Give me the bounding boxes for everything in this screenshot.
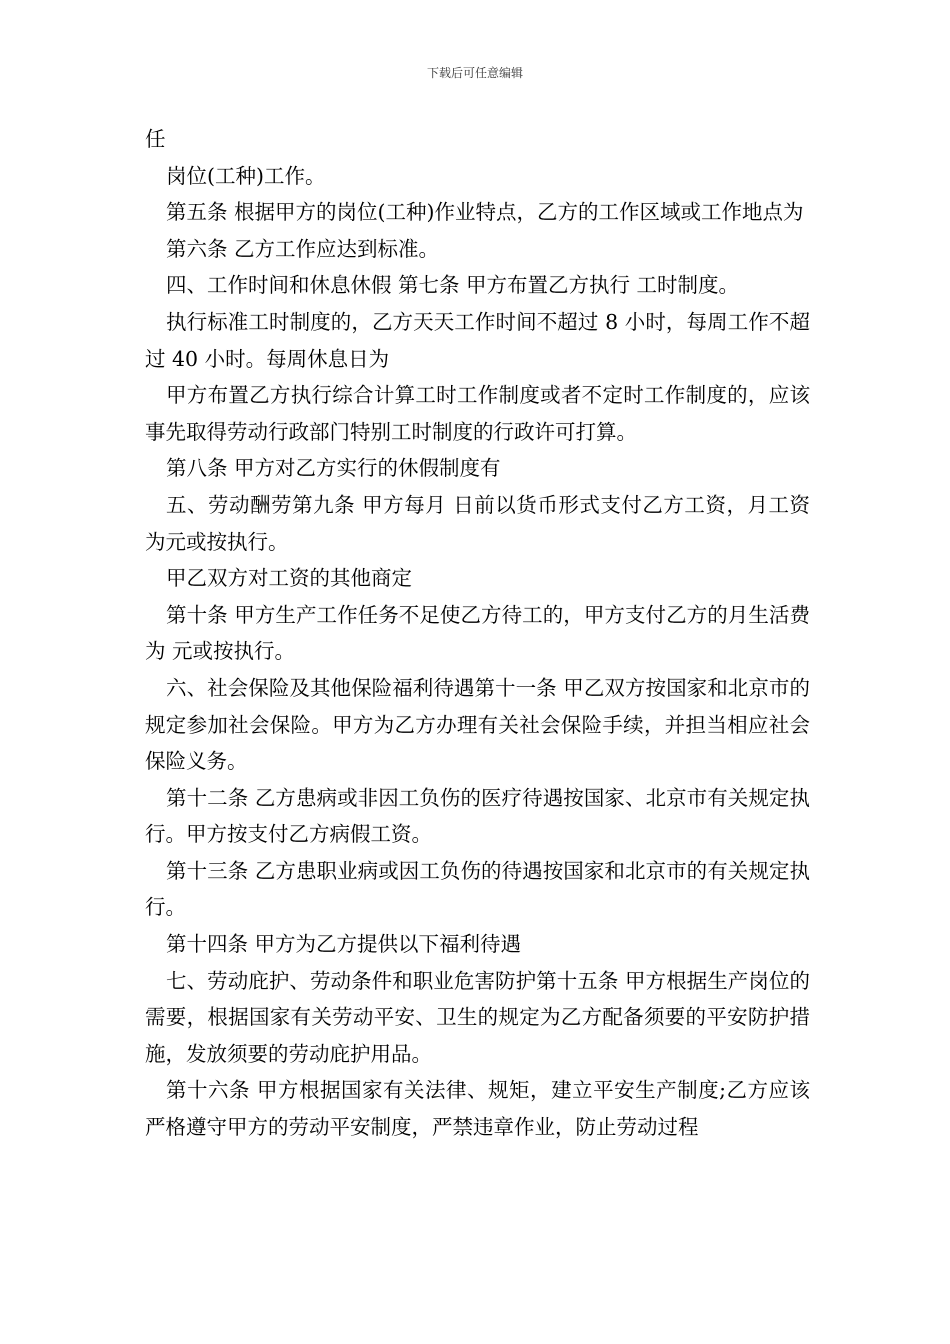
paragraph: 第十条 甲方生产工作任务不足使乙方待工的，甲方支付乙方的月生活费为 元或按执行。 [145, 602, 810, 664]
paragraph: 第六条 乙方工作应达到标准。 [166, 236, 440, 261]
paragraph: 第十六条 甲方根据国家有关法律、规矩，建立平安生产制度;乙方应该严格遵守甲方的劳动平安制度，严禁违章作业，防止劳动过程 [145, 1078, 810, 1140]
paragraph: 甲乙双方对工资的其他商定 [166, 566, 412, 591]
paragraph: 第五条 根据甲方的岗位(工种)作业特点，乙方的工作区域或工作地点为 [166, 200, 804, 225]
paragraph: 甲方布置乙方执行综合计算工时工作制度或者不定时工作制度的，应该事先取得劳动行政部门特别工时制度的行政许可打算。 [145, 383, 810, 444]
paragraph: 执行标准工时制度的，乙方天天工作时间不超过 8 小时，每周工作不超过 40 小时。每周休息日为 [145, 309, 810, 371]
paragraph: 四、工作时间和休息休假 第七条 甲方布置乙方执行 工时制度。 [166, 273, 740, 298]
document-body [145, 121, 810, 1146]
paragraph: 五、劳动酬劳第九条 甲方每月 日前以货币形式支付乙方工资，月工资为元或按执行。 [145, 492, 810, 554]
paragraph: 第十四条 甲方为乙方提供以下福利待遇 [166, 932, 522, 957]
paragraph: 六、社会保险及其他保险福利待遇第十一条 甲乙双方按国家和北京市的规定参加社会保险。甲方为乙方办理有关社会保险手续，并担当相应社会保险义务。 [145, 675, 810, 774]
paragraph: 第八条 甲方对乙方实行的休假制度有 [166, 456, 501, 481]
paragraph: 岗位(工种)工作。 [166, 163, 326, 188]
paragraph: 第十二条 乙方患病或非因工负伤的医疗待遇按国家、北京市有关规定执行。甲方按支付乙方病假工资。 [145, 785, 810, 847]
page-header: 下载后可任意编辑 [426, 66, 523, 80]
paragraph: 七、劳动庇护、劳动条件和职业危害防护第十五条 甲方根据生产岗位的需要，根据国家有关劳动平安、卫生的规定为乙方配备须要的平安防护措施，发放须要的劳动庇护用品。 [145, 968, 810, 1066]
paragraph: 第十三条 乙方患职业病或因工负伤的待遇按国家和北京市的有关规定执行。 [145, 858, 810, 920]
paragraph: 任 [145, 127, 166, 151]
